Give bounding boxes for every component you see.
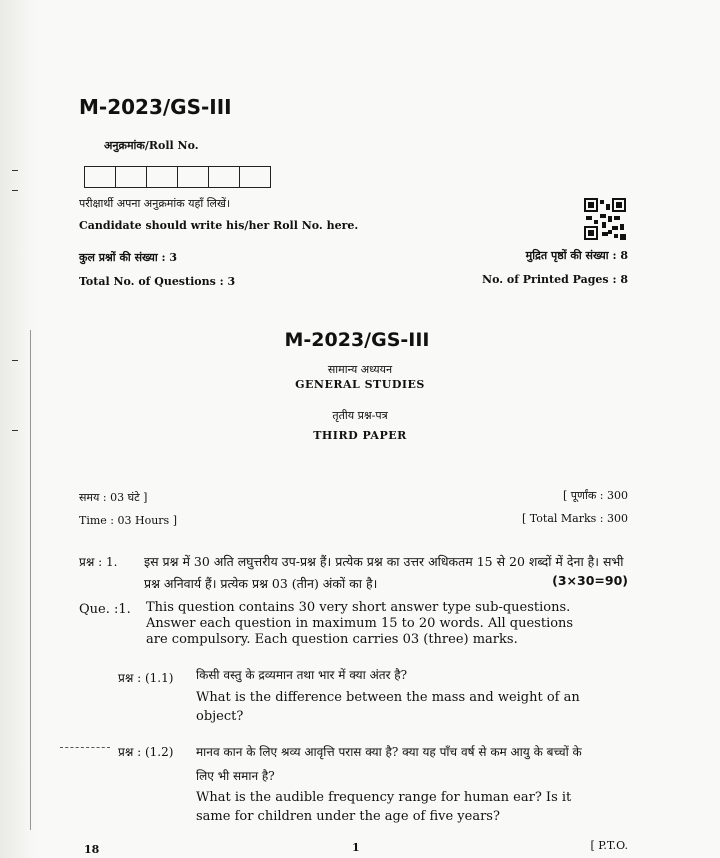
footer-code: 18 <box>84 843 100 856</box>
total-questions-hindi: कुल प्रश्नों की संख्या : 3 <box>79 251 178 264</box>
roll-box[interactable] <box>85 167 116 187</box>
paper-code-header: M-2023/GS-III <box>79 95 232 119</box>
total-marks-hindi: [ पूर्णांक : 300 <box>563 489 628 502</box>
paper-number-hindi: तृतीय प्रश्न-पत्र <box>332 409 388 422</box>
roll-box[interactable] <box>240 167 270 187</box>
pen-mark <box>60 747 110 749</box>
roll-number-boxes[interactable] <box>84 166 271 188</box>
roll-box[interactable] <box>178 167 209 187</box>
question-instructions-hindi: इस प्रश्न में 30 अति लघुत्तरीय उप-प्रश्न हैं। प्रत्येक प्रश्न का उत्तर अधिकतम 15 से 20 शब्दों में देना है। सभी प्रश्न अनिवार्य हैं। प्रत्येक प्रश्न 03 (तीन) अंकों का है। <box>144 554 624 591</box>
subquestion-text-english: What is the difference between the mass and weight of an object? <box>196 690 580 724</box>
subject-hindi: सामान्य अध्ययन <box>327 363 393 376</box>
paper-code-title: M-2023/GS-III <box>284 329 430 351</box>
subquestion-label: प्रश्न : (1.1) <box>118 671 174 685</box>
time-hindi: समय : 03 घंटे ] <box>79 491 148 504</box>
question-marks: (3×30=90) <box>552 573 628 588</box>
total-questions-english: Total No. of Questions : 3 <box>79 275 236 288</box>
edge-mark <box>12 360 18 361</box>
subquestion-text-english: What is the audible frequency range for human ear? Is it same for children under the age of five years? <box>196 790 572 824</box>
roll-instruction-english: Candidate should write his/her Roll No. here. <box>79 219 359 232</box>
edge-mark <box>12 170 18 171</box>
question-label-english: Que. :1. <box>79 602 131 617</box>
roll-box[interactable] <box>209 167 240 187</box>
time-english: Time : 03 Hours ] <box>79 514 177 527</box>
paper-number-english: THIRD PAPER <box>313 429 407 442</box>
question-label-hindi: प्रश्न : 1. <box>79 555 118 569</box>
edge-mark <box>12 190 18 191</box>
page-number: 1 <box>352 841 360 854</box>
subquestion-text-hindi: मानव कान के लिए श्रव्य आवृत्ति परास क्या है? क्या यह पाँच वर्ष से कम आयु के बच्चों के लिए भी समान है? <box>196 745 582 783</box>
qr-code-icon <box>584 198 626 240</box>
question-instructions-english: This question contains 30 very short answer type sub-questions. Answer each question in maximum 15 to 20 words. All questions are compulsory. Each question carries 03 (three) marks. <box>146 600 574 647</box>
roll-box[interactable] <box>116 167 147 187</box>
total-marks-english: [ Total Marks : 300 <box>522 512 628 525</box>
page-edge-line <box>30 330 31 830</box>
subject-english: GENERAL STUDIES <box>295 378 425 391</box>
subquestion-text-hindi: किसी वस्तु के द्रव्यमान तथा भार में क्या अंतर है? <box>196 668 408 682</box>
printed-pages-english: No. of Printed Pages : 8 <box>482 273 628 286</box>
roll-box[interactable] <box>147 167 178 187</box>
roll-instruction-hindi: परीक्षार्थी अपना अनुक्रमांक यहाँ लिखें। <box>79 197 231 210</box>
please-turn-over: [ P.T.O. <box>590 839 628 852</box>
roll-number-label: अनुक्रमांक/Roll No. <box>104 139 199 152</box>
subquestion-label: प्रश्न : (1.2) <box>118 745 174 759</box>
printed-pages-hindi: मुद्रित पृष्ठों की संख्या : 8 <box>525 249 628 262</box>
